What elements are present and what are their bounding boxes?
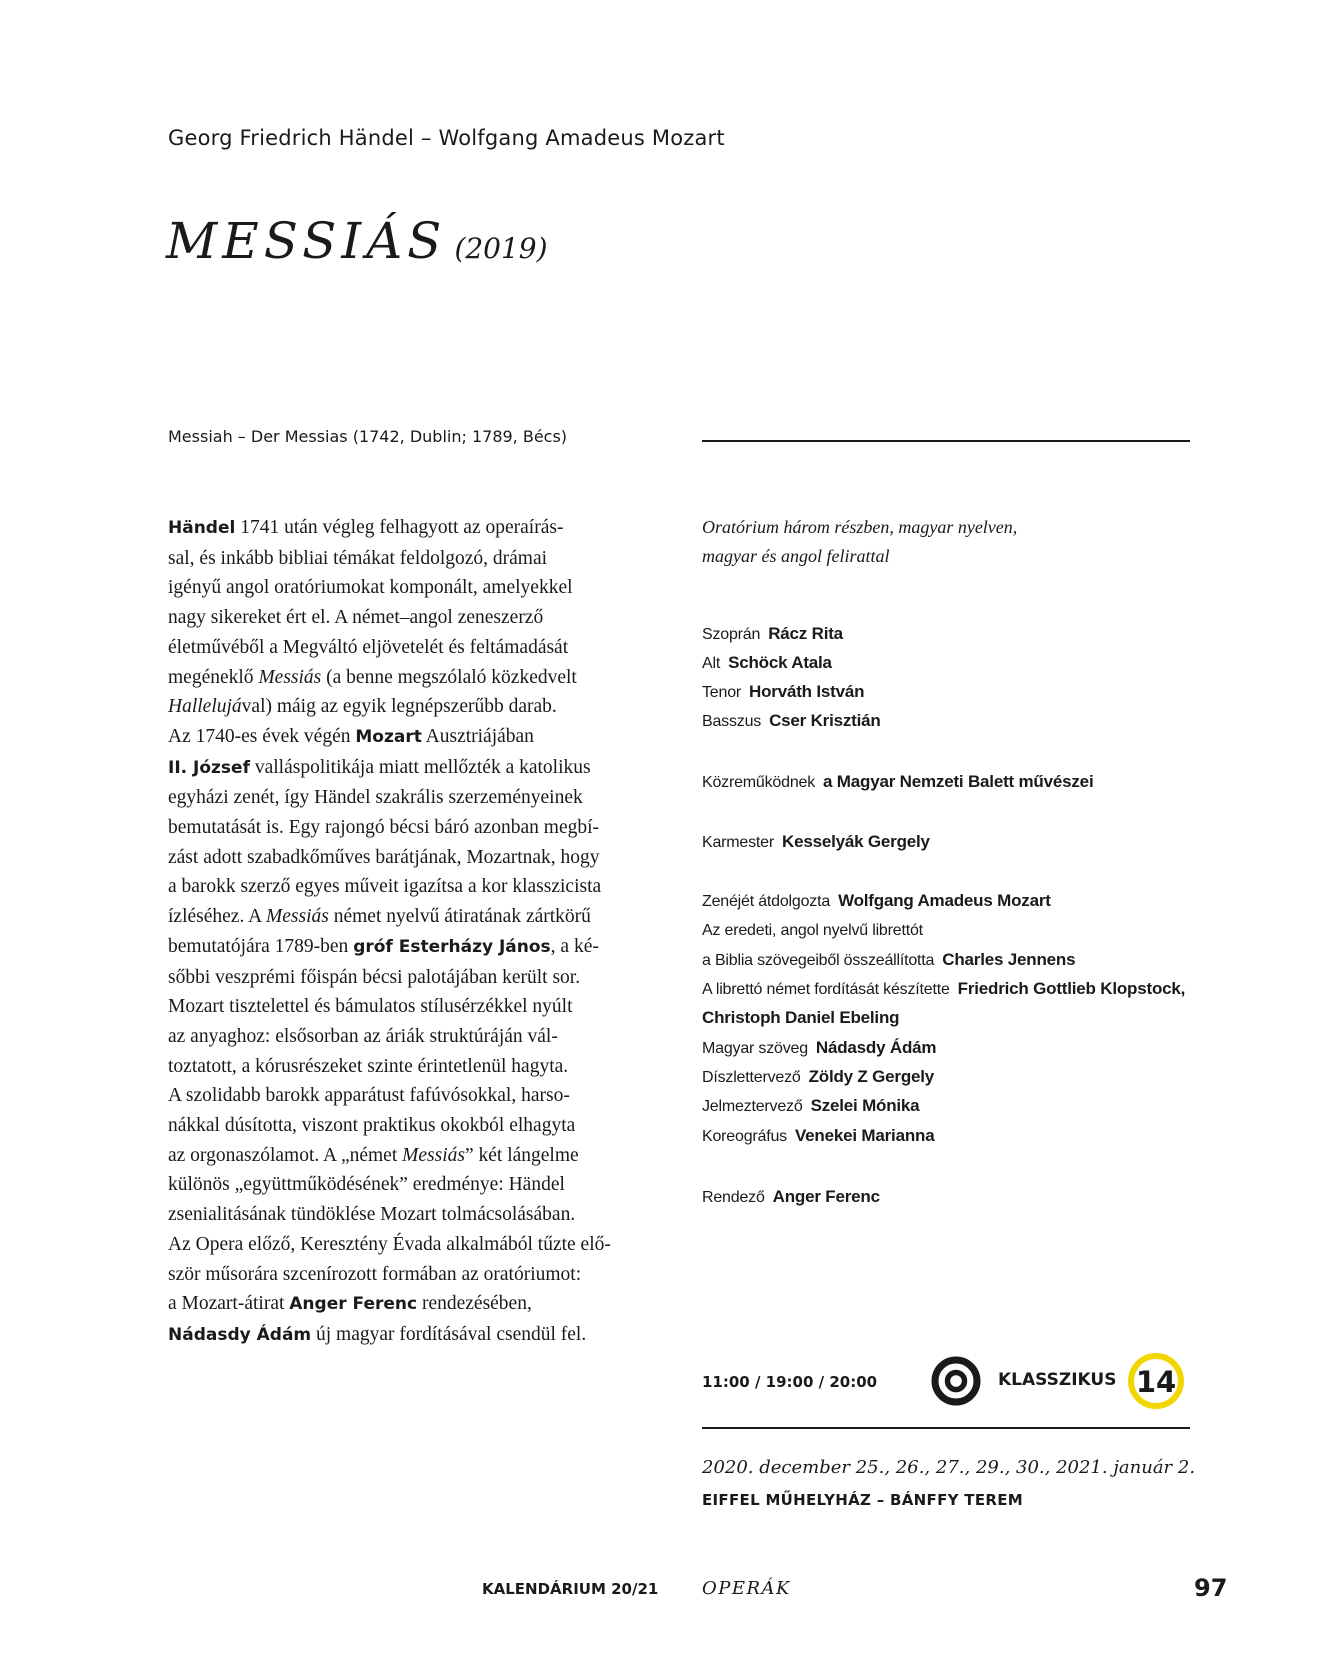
body-line [168,692,668,722]
body-text-run: nagy sikereket ért el. A német–angol zeneszerző [168,607,544,629]
body-line [168,1289,668,1320]
body-text-run: sal, és inkább bibliai témákat feldolgozó, drámai [168,547,548,569]
body-text-run: val) máig az egyik legnépszerűbb darab. [241,696,557,718]
body-line [168,1320,668,1351]
cast-label: Zenéjét átdolgozta [702,893,831,910]
body-line [168,1052,668,1082]
body-text-run: ször műsorára szcenírozott formában az oratóriumot: [168,1263,582,1285]
body-line [168,872,668,902]
body-text-run: Ausztriájában [421,725,534,747]
cast-label: Tenor [702,684,742,701]
body-line [168,1200,668,1230]
body-line [168,1022,668,1052]
cast-value: Kesselyák Gergely [782,832,930,851]
body-text-run: valláspolitikája miatt mellőzték a katolikus [249,756,591,778]
cast-row-conductor [702,832,930,852]
cast-row-tenor [702,682,864,702]
body-text-run: ” két lángelme [464,1144,579,1166]
body-emphasis-name: Mozart [355,726,422,747]
body-emphasis-name: II. József [168,757,250,778]
cast-value: a Magyar Nemzeti Balett művészei [823,772,1094,791]
cast-label: A librettó német fordítását készítette [702,981,950,998]
body-text-run: rendezésében, [417,1293,532,1315]
body-emphasis-name: Anger Ferenc [289,1294,418,1315]
body-line [168,1111,668,1141]
body-emphasis-name: gróf Esterházy János [353,936,551,957]
cast-row-alto [702,653,832,673]
body-text-run: sőbbi veszprémi főispán bécsi palotájában került sor. [168,966,581,988]
body-text-run: nákkal dúsította, viszont praktikus okokból elhagyta [168,1115,576,1137]
cast-row-director [702,1187,880,1207]
body-line [168,932,668,963]
cast-row-libretto [702,950,1075,970]
body-text-run: igényű angol oratóriumokat komponált, amelyekkel [168,577,573,599]
body-text-run: életművéből a Megváltó eljövetelét és feltámadását [168,636,569,658]
cast-row-bass [702,711,881,731]
body-text [168,513,668,1351]
age-rating-badge [1127,1352,1185,1410]
cast-row-translation [702,979,1185,999]
body-text-run: toztatott, a kórusrészeket szinte érintetlenül hagyta. [168,1055,569,1077]
body-line [168,633,668,663]
cast-row-arranger [702,891,1051,911]
cast-row-translation-cont [702,1008,899,1028]
show-times: 11:00 / 19:00 / 20:00 [702,1373,878,1391]
body-text-run: bemutatójára 1789-ben [168,935,354,957]
cast-row-choreographer [702,1126,934,1146]
subtitle [702,513,1017,571]
body-line [168,603,668,633]
body-text-run: zást adott szabadkőműves barátjának, Mozartnak, hogy [168,846,600,868]
body-text-run: megéneklő [168,666,259,688]
body-text-run: 1741 után végleg felhagyott az operaírás- [235,517,564,538]
body-italic-title: Messiás [266,906,329,928]
cast-label: Közreműködnek [702,774,816,791]
subtitle-line-2: magyar és angol felirattal [702,546,890,566]
body-line [168,992,668,1022]
cast-label: Alt [702,655,721,672]
body-text-run: Mozart tisztelettel és bámulatos stílusérzékkel nyúlt [168,996,573,1018]
venue: EIFFEL MŰHELYHÁZ – BÁNFFY TEREM [702,1491,1023,1509]
body-italic-title: Messiás [402,1144,465,1166]
body-text-run: különös „együttműködésének” eredménye: Händel [168,1174,565,1196]
body-line [168,722,668,753]
title-text: MESSIÁS [166,212,447,270]
cast-label: Basszus [702,713,762,730]
cast-value: Charles Jennens [942,950,1076,969]
cast-row-set-designer [702,1067,934,1087]
cast-label: Jelmeztervező [702,1098,803,1115]
cast-label: Koreográfus [702,1128,787,1145]
cast-label: Díszlettervező [702,1069,801,1086]
body-text-run: Az 1740-es évek végén [168,725,356,747]
body-line [168,544,668,574]
body-text-run: egyházi zenét, így Händel szakrális szerzeményeinek [168,787,583,809]
cast-value: Nádasdy Ádám [815,1038,937,1057]
target-logo-icon [931,1356,981,1406]
page-title [166,212,548,270]
body-text-run: (a benne megszólaló közkedvelt [321,666,577,688]
cast-label: Rendező [702,1189,765,1206]
body-line [168,1230,668,1260]
body-line [168,1260,668,1290]
cast-label: Szoprán [702,626,761,643]
title-year: (2019) [454,232,548,265]
divider-bottom [702,1427,1190,1429]
body-line [168,843,668,873]
body-line [168,663,668,693]
cast-row-participants [702,772,1093,792]
body-italic-title: Hallelujá [168,696,242,718]
cast-value: Anger Ferenc [772,1187,880,1206]
footer-section: OPERÁK [702,1578,792,1599]
cast-row-costume-designer [702,1096,919,1116]
cast-value: Friedrich Gottlieb Klopstock, [957,979,1186,998]
cast-value: Cser Krisztián [769,711,881,730]
divider-top [702,440,1190,442]
body-line [168,1081,668,1111]
body-line [168,513,668,544]
body-text-run: zsenialitásának tündöklése Mozart tolmácsolásában. [168,1204,576,1226]
cast-label: Magyar szöveg [702,1040,808,1057]
body-line [168,963,668,993]
original-title: Messiah – Der Messias (1742, Dublin; 1789, Bécs) [168,427,568,446]
cast-label: Az eredeti, angol nyelvű librettót [702,922,923,939]
cast-row-libretto-note [702,920,931,940]
subtitle-line-1: Oratórium három részben, magyar nyelven, [702,517,1018,537]
cast-value: Wolfgang Amadeus Mozart [838,891,1051,910]
cast-value: Rácz Rita [768,624,843,643]
cast-value: Szelei Mónika [810,1096,920,1115]
cast-value: Christoph Daniel Ebeling [702,1008,900,1027]
body-text-run: bemutatását is. Egy rajongó bécsi báró azonban megbí- [168,817,600,839]
body-line [168,573,668,603]
body-line [168,753,668,784]
body-emphasis-name: Händel [168,518,236,538]
category-label: KLASSZIKUS [998,1370,1117,1390]
cast-value: Venekei Marianna [794,1126,935,1145]
body-line [168,813,668,843]
cast-label: a Biblia szövegeiből összeállította [702,952,935,969]
cast-row-soprano [702,624,843,644]
cast-value: Zöldy Z Gergely [808,1067,935,1086]
body-text-run: az anyaghoz: elsősorban az áriák struktúráján vál- [168,1025,558,1047]
body-text-run: az orgonaszólamot. A „német [168,1144,403,1166]
body-line [168,902,668,932]
body-text-run: ízléséhez. A [168,906,267,928]
cast-value: Schöck Atala [728,653,832,672]
body-line [168,1170,668,1200]
body-text-run: új magyar fordításával csendül fel. [311,1323,587,1345]
cast-label: Karmester [702,834,774,851]
body-text-run: a Mozart-átirat [168,1293,290,1315]
performance-dates: 2020. december 25., 26., 27., 29., 30., 2021. január 2. [702,1457,1196,1478]
body-text-run: Az Opera előző, Keresztény Évada alkalmából tűzte elő- [168,1233,611,1255]
footer-publication: KALENDÁRIUM 20/21 [482,1580,659,1598]
body-text-run: A szolidabb barokk apparátust fafúvósokkal, harso- [168,1085,570,1107]
body-italic-title: Messiás [258,666,322,688]
body-text-run: , a ké- [550,935,599,957]
body-line [168,783,668,813]
body-line [168,1141,668,1171]
page-number: 97 [1194,1574,1228,1602]
body-text-run: német nyelvű átiratának zártkörű [328,906,591,928]
age-rating-text: 14 [1135,1365,1177,1399]
body-emphasis-name: Nádasdy Ádám [168,1324,312,1345]
cast-row-hungarian-text [702,1038,936,1058]
composers-line: Georg Friedrich Händel – Wolfgang Amadeus Mozart [168,126,725,150]
body-text-run: a barokk szerző egyes műveit igazítsa a kor klasszicista [168,876,602,898]
cast-value: Horváth István [749,682,865,701]
